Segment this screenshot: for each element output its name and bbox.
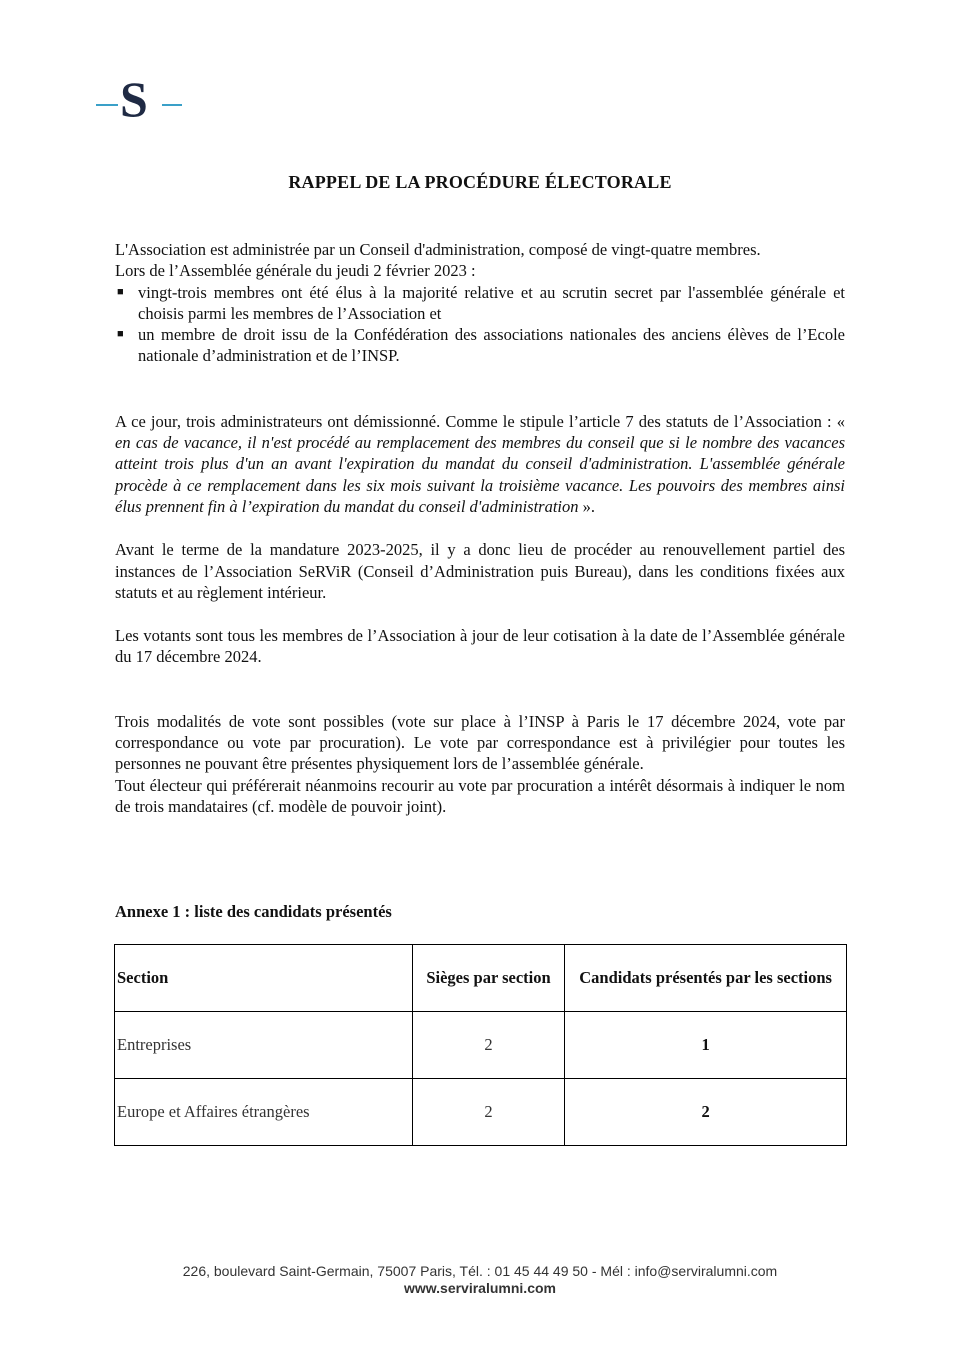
seats-cell: 2 [412,1012,564,1079]
voting-methods-paragraph: Trois modalités de vote sont possibles (vote sur place à l’INSP à Paris le 17 décembre 2024, vote par correspondance ou vote par procuration). Le vote par correspondance est à privilégier pour toutes les personnes ne pouvant être présentes physiquement lors de l’assemblée générale. [115,711,845,774]
voters-paragraph: Les votants sont tous les membres de l’Association à jour de leur cotisation à la date de l’Assemblée générale du 17 décembre 2024. [115,626,845,667]
list-item [115,324,845,367]
statutes-lead: A ce jour, trois administrateurs ont démissionné. Comme le stipule l’article 7 des statuts de l’Association : « [115,411,845,431]
intro-line-1: L'Association est administrée par un Conseil d'administration, composé de vingt-quatre membres. [115,240,761,259]
candidates-cell: 2 [565,1079,847,1146]
logo-letter: S [120,71,148,127]
column-header-section: Section [115,945,413,1012]
logo-left-dash [96,104,118,106]
intro-bullet-list [115,282,845,367]
renewal-paragraph: Avant le terme de la mandature 2023-2025, il y a donc lieu de procéder au renouvellement partiel des instances de l’Association SeRViR (Conseil d’Administration puis Bureau), dans les conditions fixées aux statuts et au règlement intérieur. [115,540,845,602]
list-item [115,282,845,325]
candidates-table [114,944,847,1146]
candidates-cell: 1 [565,1012,847,1079]
footer-address: 226, boulevard Saint-Germain, 75007 Paris, Tél. : 01 45 44 49 50 - Mél : info@serviralumni.com [182,1263,778,1279]
section-cell: Entreprises [115,1012,413,1079]
proxy-paragraph: Tout électeur qui préférerait néanmoins recourir au vote par procuration a intérêt désormais à indiquer le nom de trois mandataires (cf. modèle de pouvoir joint). [115,775,845,816]
servir-logo [96,71,188,132]
statutes-tail: ». [578,496,596,516]
bullet-text: vingt-trois membres ont été élus à la majorité relative et au scrutin secret par l'assemblée générale et choisis parmi les membres de l’Association et [138,282,845,323]
document-body [115,239,845,817]
page-title: RAPPEL DE LA PROCÉDURE ÉLECTORALE [288,172,672,192]
page-footer [0,1263,960,1297]
bullet-text: un membre de droit issu de la Confédération des associations nationales des anciens élèves de l’Ecole nationale d’administration et de l’INSP. [138,325,845,366]
bullet-icon: ■ [117,285,124,298]
statutes-quote: en cas de vacance, il n'est procédé au remplacement des membres du conseil que si le nombre des vacances atteint trois plus d'un an avant l'expiration du mandat du conseil d'administration. L'assemblée générale procède à ce remplacement dans les six mois suivant la troisième vacance. Les pouvoirs des membres ainsi élus prennent fin à l’expiration du mandat du conseil d'administration [115,433,845,516]
table-row [115,1012,847,1079]
column-header-candidates: Candidats présentés par les sections [565,945,847,1012]
table-row [115,1079,847,1146]
seats-cell: 2 [412,1079,564,1146]
column-header-seats: Sièges par section [412,945,564,1012]
section-cell: Europe et Affaires étrangères [115,1079,413,1146]
bullet-icon: ■ [117,328,124,341]
annex-title: Annexe 1 : liste des candidats présentés [115,902,392,921]
table-header-row [115,945,847,1012]
footer-website-link[interactable]: www.serviralumni.com [404,1280,556,1296]
statutes-paragraph [115,411,845,517]
intro-line-2: Lors de l’Assemblée générale du jeudi 2 février 2023 : [115,261,476,281]
logo-right-dash [162,104,182,106]
